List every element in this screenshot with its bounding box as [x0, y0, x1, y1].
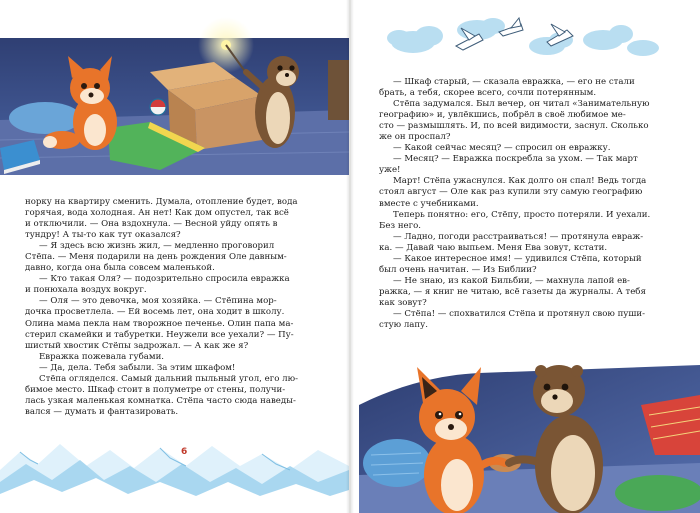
text-line: норку на квартиру сменить. Думала, отопление будет, вода [25, 197, 298, 207]
left-page-text [25, 197, 331, 418]
text-line: дочка просветлела. — Ей восемь лет, она ходит в школу. [25, 307, 285, 318]
text-line: географию» и, увлёкшись, побрёл в своё любимое ме- [379, 110, 626, 121]
text-line: и понюхала воздух вокруг. [25, 285, 147, 296]
text-line: Евражка пожевала губами. [39, 351, 165, 362]
right-page-text [379, 77, 686, 331]
left-page [0, 0, 349, 513]
text-line: шистый хвостик Стёпы задрожал. — А как же я? [25, 340, 249, 351]
text-line: как зовут? [379, 297, 427, 308]
text-line: брать, а тебя, скорее всего, сочли потерянным. [379, 88, 597, 99]
text-line: — Не знаю, из какой Бильбии, — махнула лапой ев- [393, 275, 630, 286]
text-line: вался — думать и фантазировать. [25, 406, 179, 417]
sky-with-clouds-and-birds [351, 0, 700, 70]
text-line: — Я здесь всю жизнь жил, — медленно проговорил [39, 241, 275, 252]
pillow [9, 102, 81, 134]
text-line: вместе с учебниками. [379, 198, 479, 209]
text-line: — Стёпа! — спохватился Стёпа и протянул свою пуши- [393, 308, 645, 319]
text-line: — Да, дела. Тебя забыли. За этим шкафом! [39, 362, 236, 373]
text-line: — Кто такая Оля? — подозрительно спросила евражка [39, 274, 290, 285]
text-line: — Какой сейчас месяц? — спросил он евражку. [393, 143, 611, 154]
book-gutter [346, 0, 354, 513]
green-cushion [615, 475, 700, 511]
text-line: — Оля — это девочка, моя хозяйка. — Стёпина мор- [39, 296, 277, 307]
text-line: ка. — Давай чаю выпьем. Меня Ева зовут, кстати. [379, 242, 608, 253]
text-line: тундру! А ты-то как тут оказался? [25, 230, 181, 241]
page-number: 6 [181, 447, 188, 457]
text-line: уже! [379, 165, 401, 176]
text-line: стую лапу. [379, 320, 428, 331]
text-line: Стёпа огляделся. Самый дальний пыльный угол, его лю- [39, 373, 298, 384]
text-line: — Какое интересное имя! — удивился Стёпа, который [393, 253, 642, 264]
text-line: же он проспал? [379, 132, 451, 143]
right-page [351, 0, 700, 513]
text-line: Теперь понятно: его, Стёпу, просто потеряли. И уехали. [393, 209, 651, 220]
text-line: горячая, вода холодная. Ан нет! Как дом опустел, так всё [25, 208, 289, 219]
text-line: Без него. [379, 220, 422, 231]
text-line: стоял август — Оле как раз купили эту самую географию [379, 187, 643, 198]
text-line: Март! Стёпа ужаснулся. Как долго он спал! Ведь тогда [393, 176, 647, 187]
text-line: сто — размышлять. И, по всей видимости, заснул. Сколько [379, 121, 649, 132]
text-line: давно, когда она была совсем маленькой. [25, 263, 215, 274]
text-line: — Месяц? — Евражка поскребла за ухом. — Так март [393, 154, 638, 165]
text-line: ражка, — я книг не читаю, всё газеты да журналы. А тебя [379, 286, 646, 297]
snowy-mountains-decoration [0, 430, 349, 513]
text-line: Олина мама пекла нам творожное печенье. Олин папа ма- [25, 318, 294, 329]
room-illustration-fox-and-squirrel [0, 0, 349, 175]
handshake-illustration-fox-and-squirrel [359, 345, 700, 513]
text-line: — Шкаф старый, — сказала евражка, — его не стали [393, 77, 635, 87]
text-line: лась узкая маленькая комнатка. Стёпа часто сюда наведы- [25, 395, 296, 406]
text-line: бимое место. Шкаф стоит в полуметре от стены, получи- [25, 384, 286, 395]
text-line: Стёпа задумался. Был вечер, он читал «Занимательную [393, 99, 650, 110]
text-line: Стёпа. — Меня подарили на день рождения Оле давным- [25, 252, 287, 263]
text-line: был очень начитан. — Из Библии? [379, 264, 537, 275]
text-line: и отключили. — Она вздохнула. — Весной уйду опять в [25, 219, 278, 230]
text-line: стерил скамейки и табуретки. Неужели все уехали? — Пу- [25, 329, 294, 340]
text-line: — Ладно, погоди расстраиваться! — протянула евраж- [393, 231, 644, 242]
